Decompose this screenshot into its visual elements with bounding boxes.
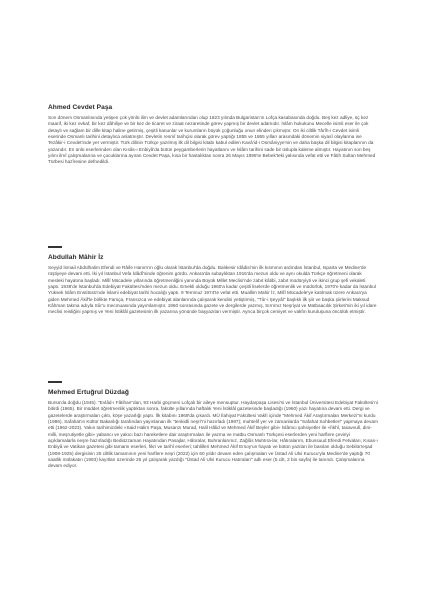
section-body: Son dönem Osmanlısında yetişen çok yönlü ilim ve devlet adamlarından olup 1823 yılında Bulgaristan'ın Lofça kasabasında doğdu. Beş kez adliye, üç kez maarif, iki kez evkaf, bir kez dâhiliye ve bir kez de ticaret ve ziraat nezaretinde görev yapmış bir devlet adamıdır. İslâm hukukunu Mecelle isimli eser ile çok detaylı ve sağlam bir dille kitap haline getirmiş, çeşitli kanunlar ve kurumların büyük çoğunluğu onun elinden çıkmıştır. On iki ciltlik Târîh-i Cevdet isimli eserinde Osmanlı tarihini detaylıca anlatmıştır. Devletin resmî tarihçisi olarak görev yaptığı 1855 ve 1865 yılları arasındaki dönemin siyasî olaylarına ise Tezâkir-i Cevdet'inde yer vermiştir. Türk dilinin Türkçe yazılmış ilk dil bilgisi kitabı kabul edilen Kavâ'id-i Osmâniyye'nin ve daha başka dil bilgisi kitaplarının da yazarıdır. En ünlü eserlerinden olan Kısâs-ı Enbiyâ'da bütün peygamberlerin hayatlarını ve İslâm tarihini sade bir üslupla kaleme almıştır. Hayatının son beş yılını ilmî çalışmalarına ve çocuklarına ayıran Cevdet Paşa, kısa bir hastalıktan sonra 26 Mayıs 1895'te Bebek'teki yalısında vefat etti ve Fâtih Sultan Mehmed Türbesi hazîresine defnedildi. — [48, 115, 376, 165]
bio-section-ahmed-cevdet-pasa — [48, 104, 378, 166]
section-heading: Abdullah Mâhir İz — [48, 254, 104, 261]
section-body: Bursa'da doğdu (1945). "Evlâd-ı Fâtihan"dan, 93 Harbi göçmeni Lofçalı bir aileye mensuptur. Haydarpaşa Lisesi'ni ve İstanbul Üniversitesi Edebiyat Fakültesi'ni bitirdi (1965). Bir müddet öğretmenlik yaptıktan sonra, fakülte yıllarında haftalık Yeni İstiklâl gazetesinde başladığı (1960) yazı hayatına devam etti. Dergi ve gazetelerde araştırmaları çıktı, köşe yazarlığı yaptı. İlk kitabını 1969'da çıkardı. MÜ İlahiyat Fakültesi Vakfı içinde "Mehmed Âkif Araştırmaları Merkezi"ni kurdu (1986), Safahat'ın Kültür Bakanlığı tarafından yayınlanan ilk "tenkidli neşri"ni hazırladı (1987); muhtelif yer ve zamanlarda "Safahat Sohbetleri" yapmaya devam etti (1962-2023). Yakın tarihimizdeki «Said Halim Paşa, Musanzı Murad, Halil Hâlid ve Mehmed Âkif Beyler gibi» İslâmcı şahsiyetler ile «fıkhî, tasavvufi, dini-milli, meşrutiyetle gibi» yabancı ve yakıcı bazı hareketlere dair araştırmaları ile yazma ve matbu Osmanlı Türkçesi eserlerden yeni harflere çeviriyi açıklamalarla neşre hazırladığı Bediüzzaman Hayatından Pasajlar, Hâtıralar, Buhranlarımız, Zağlûs Muhtıra-lar, Hâtıralarım, Ebussuud Efendi Fetvaları, Kısas-ı Enbiyâ ve Vatikan gazetesi gibi tamamı eserleri, fikri ve tarihî eserleri; tahlilleri Mehmed Âkif Ersoy'un hayatı ve bütün yazıları ile basılan olduğu Sebilürreşad (1908-1925) dergisinin 25 ciltlik tamamının yeni harflere neşri (2022) için 60 yıldır devam eden çalışmaları ve Üstad Ali Ulvi Kurucu'yla Medine'de yaptığı 70 saatlik mülakatın (1993) kayıtları üzerinde 26 yıl çalışarak yazdığı "Üstad Ali Ulvi Kurucu Hatıraları" adlı eser (5 cilt, 2 bin sayfa) ile tanındı. Çalışmalarına devam ediyor. — [48, 400, 378, 469]
section-heading: Ahmed Cevdet Paşa — [48, 104, 113, 111]
section-divider — [48, 246, 62, 248]
bio-section-abdullah-mahir-iz — [48, 246, 378, 316]
bio-section-mehmed-ertugrul-duzdag — [48, 381, 378, 470]
section-divider — [48, 381, 62, 383]
section-body: Seyyid İsmail Abdülhalim Efendi ve Râife Hanım'ın oğlu olarak İstanbul'da doğdu. Balıkesir Idâdisi'nin ilk kısmının ardından İstanbul, Isparta ve Medine'de rüştiyeye devam etti. İki yıl İstanbul Vefa İdâdî'sinde öğrenim gördü. Ankara'da subaylıktan 1916'da mezun oldu ve aynı okulda Türkçe öğretmeni olarak mesleki hayatına başladı. Millî Mücadele yıllarında öğretmenliğini yanında Büyük Millet Meclisi'nde zabıt kâtibi, zabıt müdüryiyti ve ikinci grup şefi vekaleti yaptı. 1938'de İstanbul'da Edebiyat Fakültesi'nden mezun oldu. Emekli olduğu 1960'a kadar çeşitli liselerde öğretmenlik ve müdürlük, 1970'e kadar da İstanbul Yüksek İslâm Enstitüsü'nde İslami edebiyat tarihi hocalığı yaptı. 9 Temmuz 1974'te vefat etti. Muallim Mahir İz, Millî Mücadele'ye katılmak üzere Ankara'ya giden Mehmed Âkif'le birlikte Farsça, Fransızca ve edebiyat alanlarında çalışarak kendini yetiştirmiş, "Tûr-i Şeyyâl" başlıklı ilk şiir ve başka şiirlerini Maksud Kâhman takma adıyla Sûr'u mecmuasında yayımlamıştır. 1960 sonrasında gazete ve dergilerde yazmış, Sırrımız Neşriyat ve Matbaacılık Şirketi'nin iki yıl idare meclisi reisliğini yapmış ve Yeni İstiklâl gazetesinin ilk yazarına yönünde başyazıları vermiştir. Ayrıca birçok cemiyet ve vakfın kuruluşuna öncülük etmiştir. — [48, 265, 377, 315]
section-heading: Mehmed Ertuğrul Düzdağ — [48, 389, 129, 396]
